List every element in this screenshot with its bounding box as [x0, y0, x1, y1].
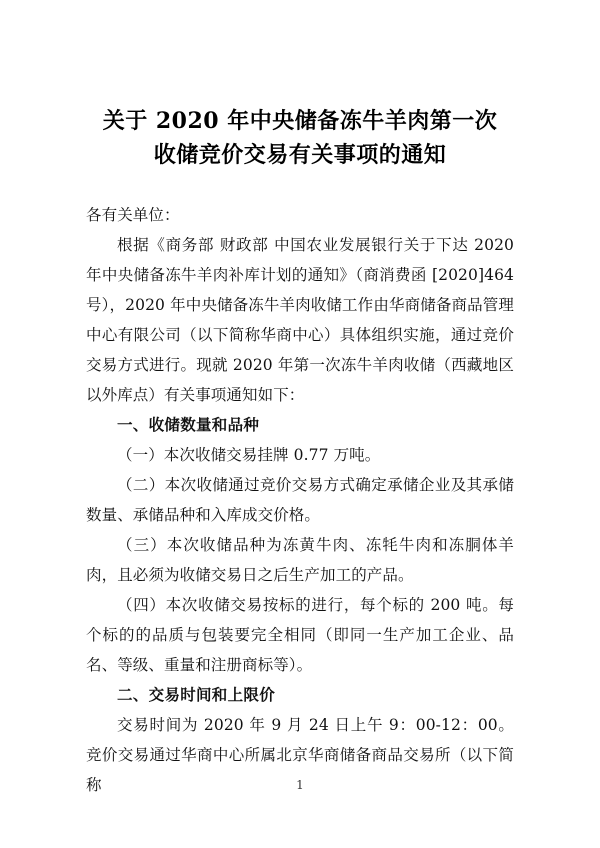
document-title-line-2: 收储竞价交易有关事项的通知 — [153, 142, 447, 168]
paragraph-item-three: （三）本次收储品种为冻黄牛肉、冻牦牛肉和冻胴体羊肉，且必须为收储交易日之后生产加工的产品。 — [86, 536, 514, 584]
document-body — [86, 200, 514, 800]
page-number: 1 — [296, 778, 304, 792]
paragraph-salutation: 各有关单位： — [86, 206, 180, 224]
document-title — [0, 104, 600, 172]
section-heading-one: 一、收储数量和品种 — [117, 416, 260, 434]
paragraph-item-four: （四）本次收储交易按标的进行，每个标的 200 吨。每个标的的品质与包装要完全相同（即同一生产加工企业、品名、等级、重量和注册商标等）。 — [86, 596, 514, 674]
paragraph-trading-time: 交易时间为 2020 年 9 月 24 日上午 9：00-12：00。竞价交易通过华商中心所属北京华商储备商品交易所（以下简称 — [86, 716, 514, 794]
paragraph-item-one: （一）本次收储交易挂牌 0.77 万吨。 — [117, 446, 381, 464]
paragraph-basis: 根据《商务部 财政部 中国农业发展银行关于下达 2020 年中央储备冻牛羊肉补库计划的通知》（商消费函 [2020]464 号），2020 年中央储备冻牛羊肉收储工作由华商储备商品管理中心有限公司（以下简称华商中心）具体组织实施，通过竞价交易方式进行。现就 2020 年第一次冻牛羊肉收储（西藏地区以外库点）有关事项通知如下： — [86, 236, 514, 404]
paragraph-item-two: （二）本次收储通过竞价交易方式确定承储企业及其承储数量、承储品种和入库成交价格。 — [86, 476, 514, 524]
document-title-line-1: 关于 2020 年中央储备冻牛羊肉第一次 — [102, 108, 498, 134]
section-heading-two: 二、交易时间和上限价 — [117, 686, 276, 704]
